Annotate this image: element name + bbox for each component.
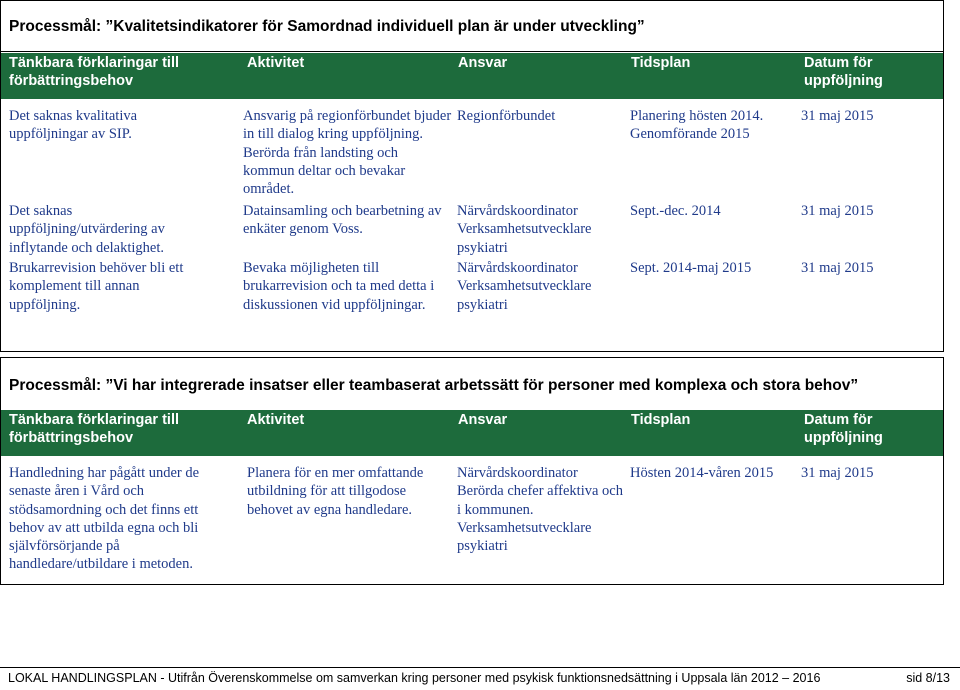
process-goal-title: Processmål: ”Kvalitetsindikatorer för Samordnad individuell plan är under utveckling” bbox=[1, 1, 943, 52]
header-explanations: Tänkbara förklaringar till förbättringsbehov bbox=[9, 55, 180, 89]
header-activity: Aktivitet bbox=[247, 55, 305, 71]
followup-date-cell: 31 maj 2015 bbox=[801, 465, 874, 481]
header-followup-date: Datum för uppföljning bbox=[804, 412, 883, 446]
header-activity: Aktivitet bbox=[247, 412, 305, 428]
activity-cell: Ansvarig på regionförbundet bjuder in till dialog kring uppföljning. Berörda från landsting och kommun deltar och bevakar området. bbox=[243, 108, 452, 198]
process-goal-title: Processmål: ”Vi har integrerade insatser eller teambaserat arbetssätt för personer med komplexa och stora behov” bbox=[1, 358, 943, 409]
footer-text: LOKAL HANDLINGSPLAN - Utifrån Överenskommelse om samverkan kring personer med psykisk funktionsnedsättning i Uppsala län 2012 – 2016 bbox=[8, 671, 821, 685]
responsible-cell: Närvårdskoordinator Verksamhetsutvecklare psykiatri bbox=[457, 203, 592, 256]
followup-date-cell: 31 maj 2015 bbox=[801, 203, 874, 219]
followup-date-cell: 31 maj 2015 bbox=[801, 260, 874, 276]
explanation-cell: Det saknas kvalitativa uppföljningar av SIP. bbox=[9, 108, 138, 143]
explanation-cell: Det saknas uppföljning/utvärdering av inflytande och delaktighet. bbox=[9, 203, 165, 256]
schedule-cell: Sept.-dec. 2014 bbox=[630, 203, 721, 219]
schedule-cell: Hösten 2014-våren 2015 bbox=[630, 465, 774, 481]
schedule-cell: Sept. 2014-maj 2015 bbox=[630, 260, 752, 276]
header-responsible: Ansvar bbox=[458, 55, 508, 71]
page-number: sid 8/13 bbox=[906, 671, 950, 685]
header-responsible: Ansvar bbox=[458, 412, 508, 428]
header-schedule: Tidsplan bbox=[631, 55, 691, 71]
header-followup-date: Datum för uppföljning bbox=[804, 55, 883, 89]
activity-cell: Bevaka möjligheten till brukarrevision och ta med detta i diskussionen vid uppföljningar. bbox=[243, 260, 435, 313]
table-header-row bbox=[1, 53, 943, 99]
activity-cell: Planera för en mer omfattande utbildning för att tillgodose behovet av egna handledare. bbox=[247, 465, 424, 518]
page-footer bbox=[0, 667, 960, 690]
header-explanations: Tänkbara förklaringar till förbättringsbehov bbox=[9, 412, 180, 446]
responsible-cell: Närvårdskoordinator Berörda chefer affektiva och i kommunen. Verksamhetsutvecklare psykiatri bbox=[457, 465, 623, 555]
explanation-cell: Brukarrevision behöver bli ett komplement till annan uppföljning. bbox=[9, 260, 184, 313]
header-schedule: Tidsplan bbox=[631, 412, 691, 428]
responsible-cell: Regionförbundet bbox=[457, 108, 556, 124]
action-plan-table-2 bbox=[0, 357, 944, 585]
activity-cell: Datainsamling och bearbetning av enkäter genom Voss. bbox=[243, 203, 442, 238]
responsible-cell: Närvårdskoordinator Verksamhetsutvecklare psykiatri bbox=[457, 260, 592, 313]
explanation-cell: Handledning har pågått under de senaste åren i Vård och stödsamordning och det finns ett behov av att utbilda egna och bli självförsörjande på handledare/utbildare i metoden. bbox=[9, 465, 200, 573]
followup-date-cell: 31 maj 2015 bbox=[801, 108, 874, 124]
table-header-row bbox=[1, 410, 943, 456]
schedule-cell: Planering hösten 2014. Genomförande 2015 bbox=[630, 108, 764, 143]
